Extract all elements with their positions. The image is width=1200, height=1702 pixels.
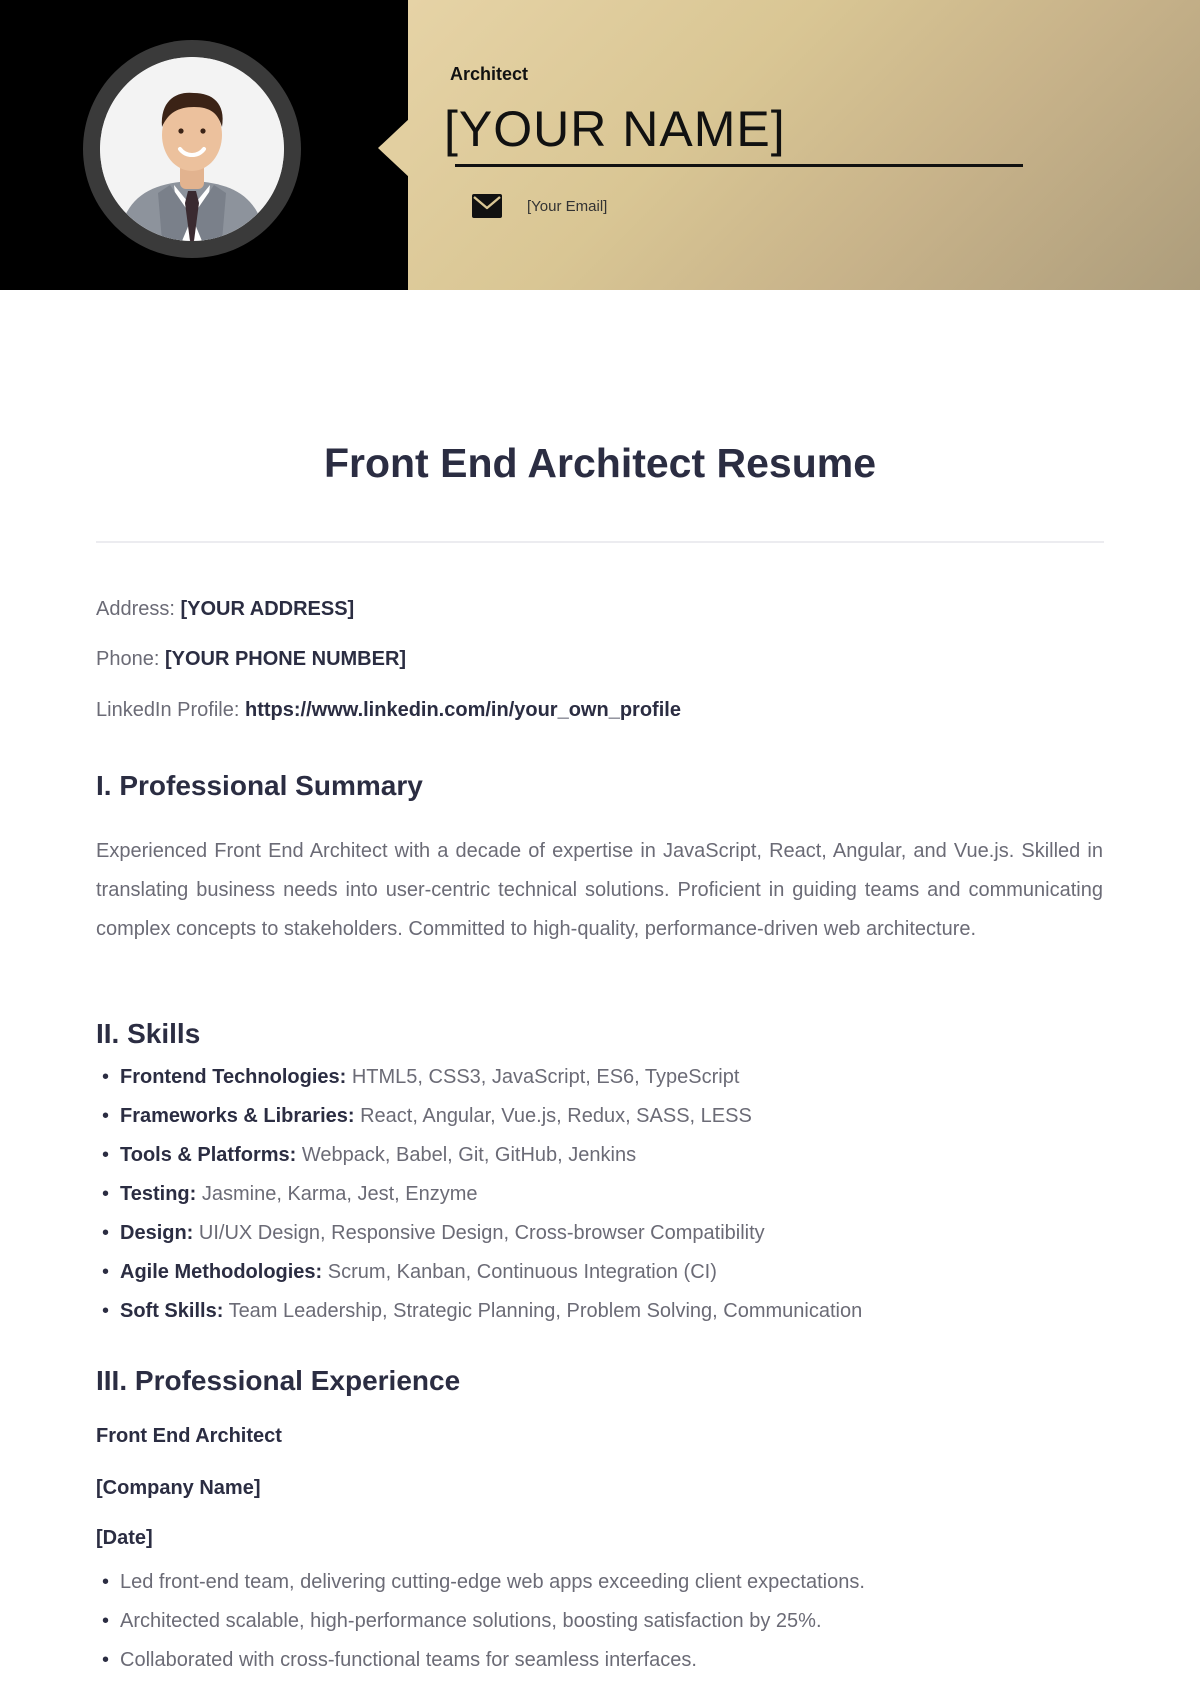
skill-value: Jasmine, Karma, Jest, Enzyme	[201, 1183, 478, 1205]
job-date: [Date]	[96, 1527, 153, 1549]
address-label: Address:	[96, 598, 175, 620]
skill-value: Webpack, Babel, Git, GitHub, Jenkins	[301, 1144, 637, 1166]
summary-text: Experienced Front End Architect with a decade of expertise in JavaScript, React, Angular, and Vue.js. Skilled in translating business needs into user-centric technical solutions. Proficient in guiding teams and communicating complex concepts to stakeholders. Committed to high-quality, performance-driven web architecture.	[96, 840, 1103, 940]
phone-value: [YOUR PHONE NUMBER]	[164, 648, 407, 670]
document-title: Front End Architect Resume	[323, 440, 877, 486]
list-item	[96, 1253, 862, 1292]
skill-label: Agile Methodologies:	[120, 1261, 323, 1283]
skill-label: Tools & Platforms:	[120, 1144, 297, 1166]
list-item: • Collaborated with cross-functional teams for seamless interfaces.	[96, 1641, 865, 1680]
list-item	[96, 1175, 862, 1214]
list-item	[96, 1097, 862, 1136]
skill-label: Design:	[120, 1222, 194, 1244]
header-pointer	[378, 118, 410, 178]
linkedin-link[interactable]: https://www.linkedin.com/in/your_own_profile	[244, 699, 681, 721]
list-item	[96, 1292, 862, 1331]
linkedin-label: LinkedIn Profile:	[96, 699, 240, 721]
skill-label: Frameworks & Libraries:	[120, 1105, 355, 1127]
role-label: Architect	[450, 64, 529, 84]
phone-label: Phone:	[96, 648, 160, 670]
address-line	[96, 598, 354, 621]
address-value: [YOUR ADDRESS]	[180, 598, 355, 620]
list-item	[96, 1214, 862, 1253]
company-name: [Company Name]	[96, 1477, 261, 1499]
summary-heading: I. Professional Summary	[96, 770, 423, 801]
resume-header	[0, 0, 1200, 290]
profile-photo-frame	[83, 40, 301, 258]
skill-value: Team Leadership, Strategic Planning, Problem Solving, Communication	[228, 1300, 863, 1322]
job-title: Front End Architect	[96, 1425, 282, 1447]
skill-value: UI/UX Design, Responsive Design, Cross-browser Compatibility	[198, 1222, 765, 1244]
profile-photo	[100, 57, 284, 241]
list-item	[96, 1058, 862, 1097]
skill-value: React, Angular, Vue.js, Redux, SASS, LESS	[360, 1105, 752, 1127]
email-text: [Your Email]	[527, 198, 608, 215]
skill-label: Frontend Technologies:	[120, 1066, 347, 1088]
person-portrait-icon	[100, 57, 284, 241]
list-item: • Led front-end team, delivering cutting-edge web apps exceeding client expectations.	[96, 1563, 865, 1602]
list-item	[96, 1136, 862, 1175]
skill-label: Soft Skills:	[120, 1300, 224, 1322]
phone-line	[96, 648, 406, 671]
experience-heading: III. Professional Experience	[96, 1365, 461, 1396]
skill-label: Testing:	[120, 1183, 197, 1205]
list-item: • Architected scalable, high-performance solutions, boosting satisfaction by 25%.	[96, 1602, 865, 1641]
name-underline	[455, 164, 1023, 167]
skill-value: Scrum, Kanban, Continuous Integration (CI)	[327, 1261, 717, 1283]
linkedin-line	[96, 699, 681, 722]
skill-value: HTML5, CSS3, JavaScript, ES6, TypeScript	[351, 1066, 740, 1088]
title-divider	[96, 541, 1104, 543]
skills-heading: II. Skills	[96, 1018, 201, 1049]
skills-list	[96, 1058, 862, 1331]
name-heading: [YOUR NAME]	[444, 101, 786, 157]
experience-list	[96, 1563, 865, 1680]
envelope-icon	[472, 194, 502, 218]
